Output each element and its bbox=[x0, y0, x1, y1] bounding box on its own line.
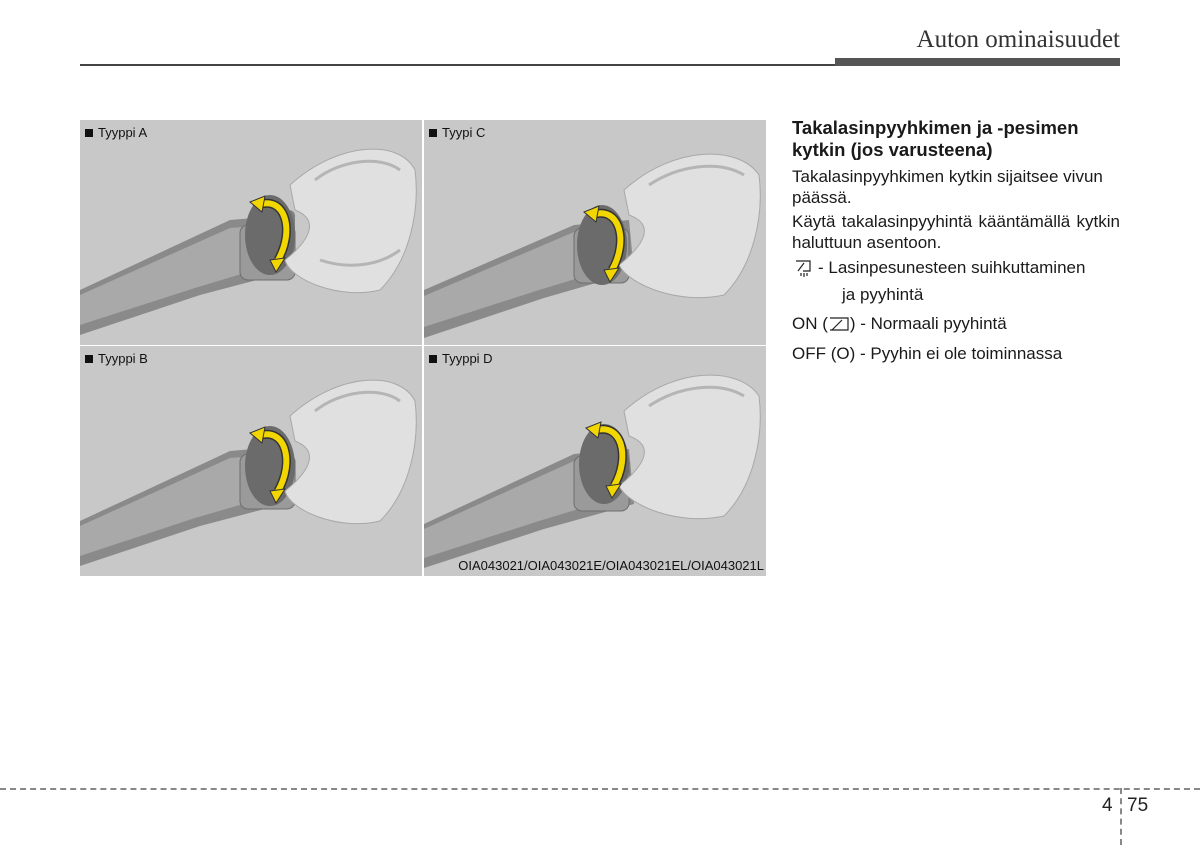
figure-code: OIA043021/OIA043021E/OIA043021EL/OIA043021L bbox=[458, 558, 764, 573]
panel-label-text: Tyyppi D bbox=[442, 351, 493, 366]
stalk-hand-illustration bbox=[80, 120, 422, 345]
washer-spray-icon bbox=[792, 257, 818, 284]
header-rule-thick bbox=[835, 58, 1120, 66]
stalk-hand-illustration bbox=[424, 120, 766, 345]
chapter-number: 4 bbox=[1102, 795, 1113, 816]
paragraph-usage: Käytä takalasinpyyhintä kääntämällä kytkin haluttuun asentoon. bbox=[792, 212, 1120, 252]
rear-wiper-icon bbox=[828, 315, 850, 333]
panel-type-b bbox=[80, 346, 422, 576]
panel-type-d bbox=[424, 346, 766, 576]
on-suffix: ) - Normaali pyyhintä bbox=[849, 314, 1007, 333]
off-position-row: OFF (O) - Pyyhin ei ole toiminnassa bbox=[792, 344, 1063, 363]
panel-label-text: Tyyppi B bbox=[98, 351, 148, 366]
paragraph-location: Takalasinpyyhkimen kytkin sijaitsee vivun päässä. bbox=[792, 167, 1103, 207]
panel-label bbox=[429, 351, 493, 366]
washer-item-text: - Lasinpesunesteen suihkuttaminen bbox=[818, 258, 1086, 277]
panel-type-a bbox=[80, 120, 422, 345]
footer-dashed-rule bbox=[0, 788, 1200, 790]
washer-item-continuation: ja pyyhintä bbox=[842, 285, 924, 304]
footer-dashed-divider bbox=[1120, 788, 1122, 845]
panel-label bbox=[85, 125, 147, 140]
section-heading: Takalasinpyyhkimen ja -pesimen kytkin (jos varusteena) bbox=[792, 117, 1079, 160]
panel-label bbox=[85, 351, 148, 366]
page-number: 75 bbox=[1127, 795, 1149, 816]
panel-label-text: Tyypi C bbox=[442, 125, 486, 140]
panel-type-c bbox=[424, 120, 766, 345]
bullet-square-icon bbox=[85, 355, 93, 363]
panel-label bbox=[429, 125, 485, 140]
header-rule-thin bbox=[80, 64, 835, 66]
washer-item bbox=[792, 257, 1120, 284]
stalk-hand-illustration bbox=[80, 346, 422, 576]
bullet-square-icon bbox=[85, 129, 93, 137]
wiper-switch-figure bbox=[80, 120, 766, 576]
content-column bbox=[792, 117, 1120, 373]
stalk-hand-illustration bbox=[424, 346, 766, 576]
on-prefix: ON ( bbox=[792, 314, 828, 333]
bullet-square-icon bbox=[429, 355, 437, 363]
bullet-square-icon bbox=[429, 129, 437, 137]
on-position-row bbox=[792, 313, 1120, 334]
page-header-title: Auton ominaisuudet bbox=[916, 26, 1120, 53]
panel-label-text: Tyyppi A bbox=[98, 125, 148, 140]
